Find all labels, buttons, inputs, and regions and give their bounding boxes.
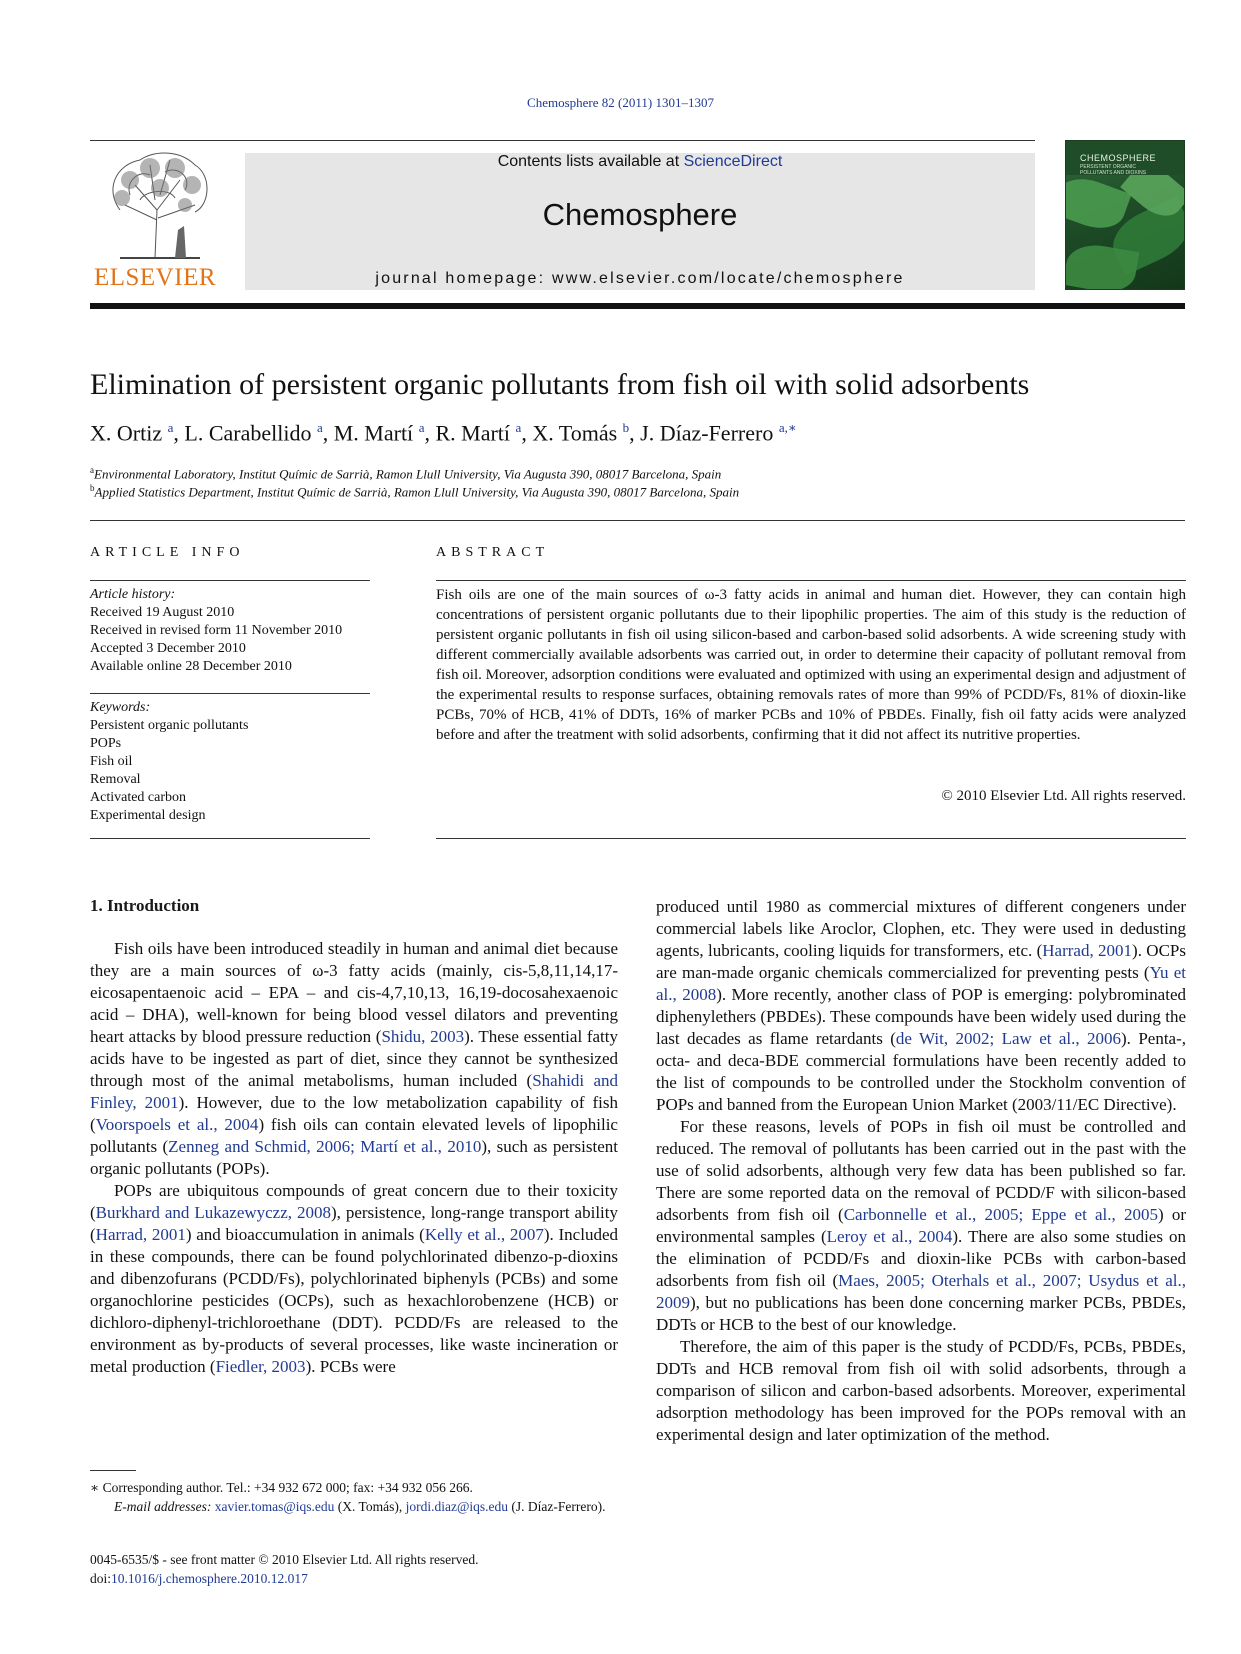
section-heading: 1. Introduction	[90, 896, 200, 915]
citation-link[interactable]: Zenneg and Schmid, 2006; Martí et al., 2010	[168, 1137, 482, 1156]
elsevier-wordmark: ELSEVIER	[93, 264, 217, 291]
author-affiliation-mark[interactable]: a	[316, 420, 323, 435]
body-paragraph: produced until 1980 as commercial mixtures of different congeners under commercial labels like Aroclor, Clophen, etc. They were used in dedusting agents, lubricants, cooling liquids for transformers, etc. (Harrad, 2001). OCPs are man-made organic chemicals commercialized for preventing pests (Yu et al., 2008). More recently, another class of POP is emerging: polybrominated diphenylethers (PBDEs). These compounds have been widely used during the last decades as flame retardants (de Wit, 2002; Law et al., 2006). Penta-, octa- and deca-BDE commercial formulations have been recently added to the list of compounds to be controlled under the Stockholm convention of POPs and banned from the European Union Market (2003/11/EC Directive).	[656, 897, 1186, 1114]
author-list: X. Ortiz $^a$, L. Carabellido $^a$, M. Martí $^a$, R. Martí $^a$, X. Tomás $^b$, J. Díaz-Ferrero $^{a,∗}$	[90, 420, 797, 446]
cover-subtitle: PERSISTENT ORGANIC POLLUTANTS AND DIOXINS	[1080, 164, 1147, 176]
email-link[interactable]: xavier.tomas@iqs.edu	[214, 1499, 335, 1514]
divider	[90, 580, 370, 581]
citation-link[interactable]: Leroy et al., 2004	[826, 1227, 953, 1246]
citation-link[interactable]: Harrad, 2001	[1042, 941, 1133, 960]
body-paragraph: For these reasons, levels of POPs in fish oil must be controlled and reduced. The removal of pollutants has been carried out in the past with the use of solid adsorbents, although very few data has been published so far. There are some reported data on the removal of PCDD/F with silicon-based adsorbents from fish oil (Carbonnelle et al., 2005; Eppe et al., 2005) or environmental samples (Leroy et al., 2004). There are also some studies on the elimination of PCDD/Fs and dioxin-like PCBs with carbon-based adsorbents from fish oil (Maes, 2005; Oterhals et al., 2007; Usydus et al., 2009), but no publications has been done concerning marker PCBs, PBDEs, DDTs or HCB to the best of our knowledge.	[656, 1117, 1187, 1334]
history-item: Accepted 3 December 2010	[90, 641, 246, 656]
cover-title: CHEMOSPHERE	[1080, 153, 1157, 163]
email-link[interactable]: jordi.diaz@iqs.edu	[405, 1499, 509, 1514]
affiliation-b: $^b$Applied Statistics Department, Institut Químic de Sarrià, Ramon Llull University, Via Augusta 390, 08017 Barcelona, Spain	[90, 483, 740, 500]
author-affiliation-mark[interactable]: b	[622, 420, 630, 435]
keyword-item: Activated carbon	[90, 790, 187, 805]
author-affiliation-mark[interactable]: a	[418, 420, 425, 435]
body-paragraph: Therefore, the aim of this paper is the study of PCDD/Fs, PCBs, PBDEs, DDTs and HCB removal from fish oil with solid adsorbents, through a comparison of silicon and carbon-based adsorbents. Moreover, experimental adsorption methodology has been improved for the POPs removal with an experimental design and later optimization of the method.	[656, 1337, 1186, 1444]
doi-link[interactable]: 10.1016/j.chemosphere.2010.12.017	[111, 1571, 308, 1586]
author-affiliation-mark[interactable]: a,∗	[778, 420, 797, 435]
keyword-item: Persistent organic pollutants	[90, 718, 249, 733]
article-history	[90, 586, 370, 676]
contents-line	[245, 153, 1035, 171]
divider	[90, 838, 370, 839]
author-affiliation-mark[interactable]: a	[515, 420, 522, 435]
history-heading: Article history:	[90, 587, 176, 602]
author-name: X. Tomás	[532, 420, 623, 446]
citation-link[interactable]: Shahidi and Finley, 2001	[90, 1071, 618, 1112]
journal-citation[interactable]: Chemosphere 82 (2011) 1301–1307	[527, 95, 714, 110]
citation-link[interactable]: Voorspoels et al., 2004	[95, 1115, 259, 1134]
keyword-item: POPs	[90, 736, 122, 751]
citation-link[interactable]: de Wit, 2002; Law et al., 2006	[895, 1029, 1122, 1048]
history-item: Available online 28 December 2010	[90, 659, 292, 674]
keyword-item: Experimental design	[90, 808, 206, 823]
abstract-copyright: © 2010 Elsevier Ltd. All rights reserved.	[941, 788, 1186, 804]
citation-link[interactable]: Shidu, 2003	[381, 1027, 465, 1046]
abstract-body: Fish oils are one of the main sources of ω-3 fatty acids in animal and human diet. However, they can contain high concentrations of persistent organic pollutants due to their lipophilic properties. The aim of this study is the reduction of persistent organic pollutants in fish oil using silicon-based and carbon-based solid adsorbents. A wide screening study with different commercially available adsorbents was carried out, in order to determine their capacity of pollutant removal from fish oil. Moreover, adsorption conditions were evaluated and optimized with using an experimental design and adjustment of the experimental results to response surfaces, obtaining removals rates of more than 99% of PCDD/Fs, 81% of dioxin-like PCBs, 70% of HCB, 41% of DDTs, 16% of marker PCBs and 10% of PBDEs. Finally, fish oil fatty acids were analyzed before and after the treatment with solid adsorbents, confirming that it did not affect its nutritive properties.	[436, 587, 1186, 743]
body-paragraph: POPs are ubiquitous compounds of great concern due to their toxicity (Burkhard and Lukazewyczz, 2008), persistence, long-range transport ability (Harrad, 2001) and bioaccumulation in animals (Kelly et al., 2007). Included in these compounds, there can be found polychlorinated dibenzo-p-dioxins and dibenzofurans (PCDD/Fs), polychlorinated biphenyls (PCBs) and some organochlorine pesticides (OCPs), such as hexachlorobenzene (HCB) or dichloro-diphenyl-trichloroethane (DDT). PCDD/Fs are released to the environment as by-products of several processes, like waste incineration or metal production (Fiedler, 2003). PCBs were	[90, 1181, 619, 1376]
author-name: R. Martí	[435, 420, 516, 446]
left-column	[90, 938, 618, 1378]
citation-link[interactable]: Yu et al., 2008	[656, 963, 1186, 1004]
article-title: Elimination of persistent organic pollutants from fish oil with solid adsorbents	[90, 368, 1030, 401]
citation-link[interactable]: Fiedler, 2003	[215, 1357, 306, 1376]
author-name: M. Martí	[333, 420, 419, 446]
history-item: Received in revised form 11 November 2010	[90, 623, 343, 638]
keywords	[90, 699, 370, 825]
citation-link[interactable]: Burkhard and Lukazewyczz, 2008	[95, 1203, 331, 1222]
body-paragraph: Fish oils have been introduced steadily in human and animal diet because they are a main sources of ω-3 fatty acids (mainly, cis-5,8,11,14,17-eicosapentaenoic acid – EPA – and cis-4,7,10,13, 16,19-docosahexaenoic acid – DHA), well-known for being blood vessel dilators and preventing heart attacks by blood pressure reduction (Shidu, 2003). These essential fatty acids have to be ingested as part of diet, since they cannot be synthesized through most of the animal metabolisms, human included (Shahidi and Finley, 2001). However, due to the low metabolization capability of fish (Voorspoels et al., 2004) fish oils can contain elevated levels of lipophilic pollutants (Zenneg and Schmid, 2006; Martí et al., 2010), such as persistent organic pollutants (POPs).	[90, 939, 619, 1178]
citation-link[interactable]: Maes, 2005; Oterhals et al., 2007; Usydus et al., 2009	[656, 1271, 1186, 1312]
sciencedirect-link[interactable]: ScienceDirect	[683, 153, 783, 170]
keyword-item: Removal	[90, 772, 141, 787]
footnote-rule	[90, 1470, 136, 1471]
journal-name: Chemosphere	[542, 197, 738, 232]
header-thick-rule	[90, 303, 1185, 309]
citation-link[interactable]: Harrad, 2001	[95, 1225, 186, 1244]
divider	[436, 838, 1186, 839]
keywords-heading: Keywords:	[90, 700, 151, 715]
affiliation-a: $^a$Environmental Laboratory, Institut Químic de Sarrià, Ramon Llull University, Via Augusta 390, 08017 Barcelona, Spain	[90, 465, 722, 482]
journal-banner	[245, 153, 1035, 290]
front-matter: 0045-6535/$ - see front matter © 2010 Elsevier Ltd. All rights reserved. doi:10.1016/j.chemosphere.2010.12.017	[90, 1550, 650, 1588]
journal-homepage-link[interactable]: journal homepage: www.elsevier.com/locate/chemosphere	[375, 270, 905, 287]
elsevier-logo[interactable]	[90, 150, 220, 290]
divider	[436, 580, 1186, 581]
divider	[90, 693, 370, 694]
corresponding-author-footnote: ∗ Corresponding author. Tel.: +34 932 672 000; fax: +34 932 056 266. E-mail addresses: xavier.tomas@iqs.edu (X. Tomás), jordi.diaz@iqs.edu (J. Díaz-Ferrero).	[90, 1480, 606, 1514]
author-name: J. Díaz-Ferrero	[640, 420, 779, 446]
issn-line: 0045-6535/$ - see front matter © 2010 Elsevier Ltd. All rights reserved.	[90, 1552, 479, 1567]
author-name: X. Ortiz	[90, 420, 168, 446]
history-item: Received 19 August 2010	[90, 605, 235, 620]
divider	[90, 520, 1185, 521]
abstract-heading: ABSTRACT	[436, 545, 550, 560]
keyword-item: Fish oil	[90, 754, 133, 769]
contents-prefix: Contents lists available at	[497, 153, 684, 170]
journal-cover-image[interactable]	[1065, 140, 1185, 290]
author-affiliation-mark[interactable]: a	[167, 420, 174, 435]
author-name: L. Carabellido	[184, 420, 317, 446]
header-rule	[90, 140, 1035, 141]
citation-link[interactable]: Carbonnelle et al., 2005; Eppe et al., 2005	[843, 1205, 1158, 1224]
citation-link[interactable]: Kelly et al., 2007	[424, 1225, 544, 1244]
right-column	[656, 896, 1186, 1446]
elsevier-tree-icon	[100, 150, 215, 260]
article-info-heading: ARTICLE INFO	[90, 545, 245, 560]
